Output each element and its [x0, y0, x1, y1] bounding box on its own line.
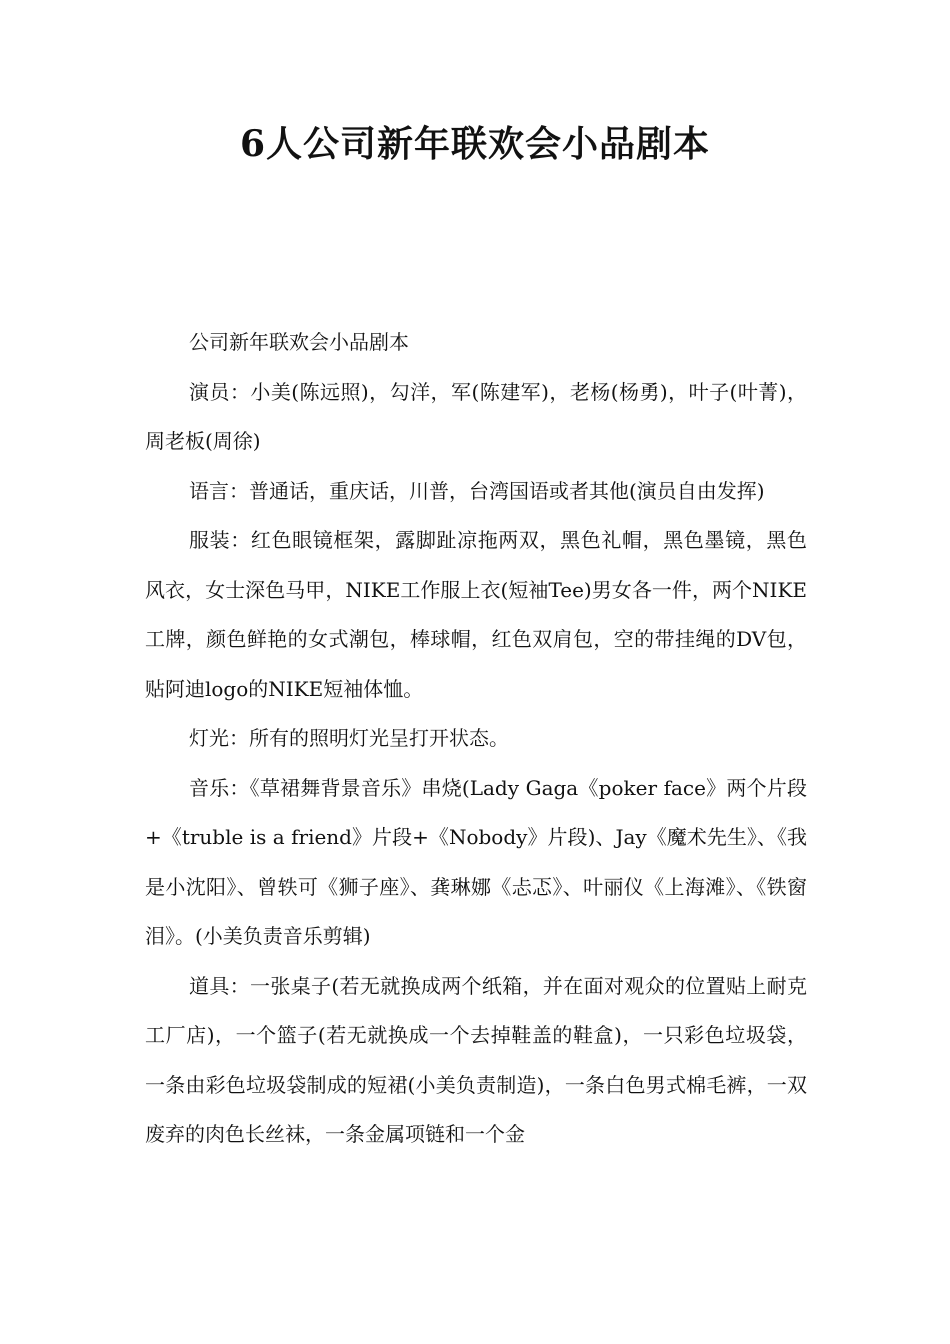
paragraph-costumes: 服装：红色眼镜框架，露脚趾凉拖两双，黑色礼帽，黑色墨镜，黑色风衣，女士深色马甲，NIKE工作服上衣(短袖Tee)男女各一件，两个NIKE工牌，颜色鲜艳的女式潮包，棒球帽，红色双肩包，空的带挂绳的DV包，贴阿迪logo的NIKE短袖体恤。 — [145, 528, 807, 701]
document-title: 6人公司新年联欢会小品剧本 — [239, 123, 711, 165]
paragraph-language: 语言：普通话，重庆话，川普，台湾国语或者其他(演员自由发挥) — [189, 478, 765, 503]
document-body — [145, 318, 807, 1160]
paragraph-cast: 演员：小美(陈远照)，勾洋，军(陈建军)，老杨(杨勇)，叶子(叶菁)，周老板(周徐) — [145, 379, 807, 453]
paragraph-props: 道具：一张桌子(若无就换成两个纸箱，并在面对观众的位置贴上耐克工厂店)，一个篮子(若无就换成一个去掉鞋盖的鞋盒)，一只彩色垃圾袋，一条由彩色垃圾袋制成的短裙(小美负责制造)，一条白色男式棉毛裤，一双废弃的肉色长丝袜，一条金属项链和一个金 — [145, 973, 807, 1146]
paragraph-music: 音乐：《草裙舞背景音乐》串烧(Lady Gaga《poker face》两个片段+《truble is a friend》片段+《Nobody》片段)、Jay《魔术先生》、《我是小沈阳》、曾轶可《狮子座》、龚琳娜《忐忑》、叶丽仪《上海滩》、《铁窗泪》。(小美负责音乐剪辑) — [145, 775, 807, 948]
paragraph-subtitle: 公司新年联欢会小品剧本 — [189, 330, 409, 354]
paragraph-lighting: 灯光：所有的照明灯光呈打开状态。 — [189, 726, 509, 750]
